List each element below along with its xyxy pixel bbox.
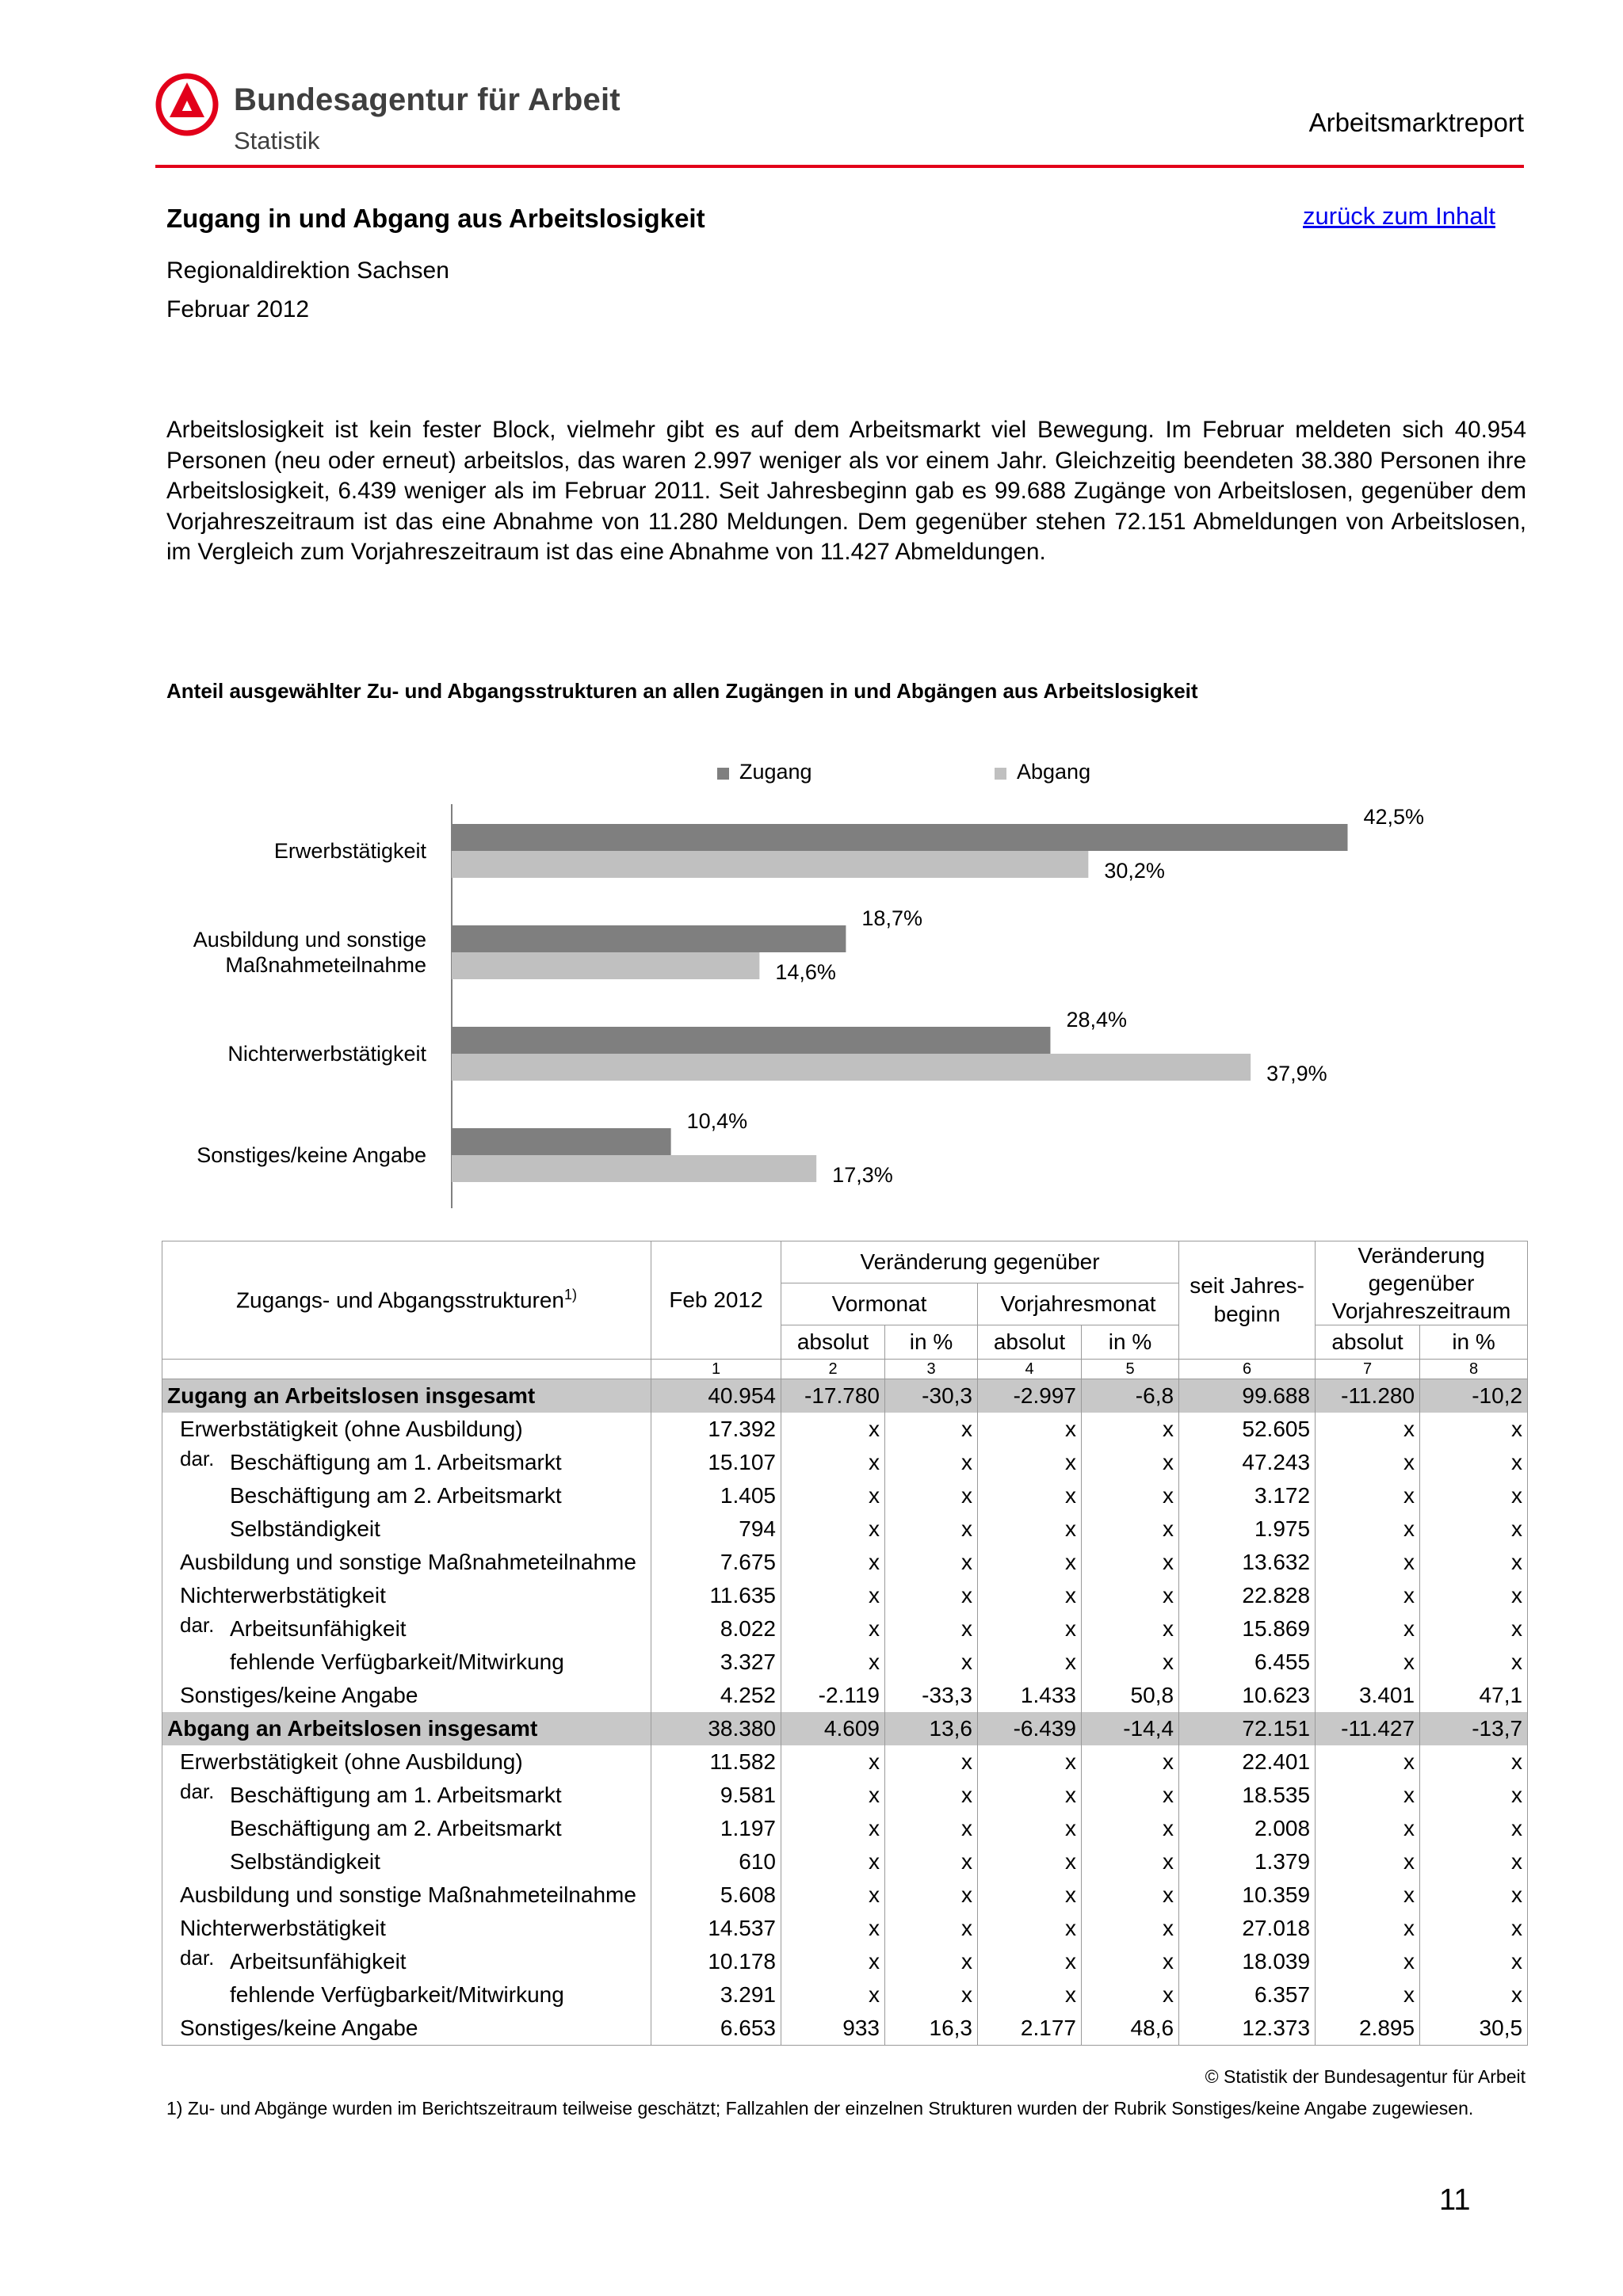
bar-abgang <box>452 1054 1251 1081</box>
table-cell: 1.405 <box>651 1479 781 1512</box>
table-cell: 13,6 <box>885 1712 978 1745</box>
table-cell: x <box>1082 1612 1179 1646</box>
org-subtitle: Statistik <box>234 127 320 154</box>
row-label <box>162 2012 651 2046</box>
table-total-row <box>162 1712 1528 1745</box>
header-change: Veränderung gegenüber <box>781 1241 1179 1283</box>
row-label <box>162 1712 651 1745</box>
table-cell: x <box>1420 1779 1528 1812</box>
table-total-row <box>162 1379 1528 1413</box>
table-cell: x <box>1316 1878 1420 1912</box>
table-cell: 22.401 <box>1179 1745 1316 1779</box>
table-cell: 8.022 <box>651 1612 781 1646</box>
table-cell: x <box>978 1745 1082 1779</box>
table-cell: x <box>978 1812 1082 1845</box>
table-cell: 38.380 <box>651 1712 781 1745</box>
table-cell: x <box>1316 1646 1420 1679</box>
bar-abgang <box>452 1155 816 1182</box>
table-cell: x <box>1420 1945 1528 1978</box>
table-cell: 1.433 <box>978 1679 1082 1712</box>
bar-zugang <box>452 824 1348 851</box>
legend-label-zugang: Zugang <box>739 760 812 784</box>
row-label-text: Erwerbstätigkeit (ohne Ausbildung) <box>180 1749 523 1774</box>
row-label-text: Beschäftigung am 1. Arbeitsmarkt <box>230 1450 562 1474</box>
table-cell: 11.582 <box>651 1745 781 1779</box>
table-row <box>162 1579 1528 1612</box>
table-cell: x <box>885 1912 978 1945</box>
header-structures: Zugangs- und Abgangsstrukturen$^{1)}$ <box>162 1241 651 1360</box>
table-cell: 99.688 <box>1179 1379 1316 1413</box>
bar-zugang <box>452 1027 1050 1054</box>
table-cell: x <box>1316 1779 1420 1812</box>
footnote: 1) Zu- und Abgänge wurden im Berichtszeitraum teilweise geschätzt; Fallzahlen der einzelnen Strukturen wurden der Rubrik Sonstiges/keine Angabe zugewiesen. <box>166 2098 1474 2119</box>
table-cell: 10.623 <box>1179 1679 1316 1712</box>
header-feb2012: Feb 2012 <box>651 1241 781 1360</box>
table-cell: x <box>885 1612 978 1646</box>
data-label-zugang: 10,4% <box>686 1109 748 1133</box>
header-inpct: in % <box>1420 1325 1528 1360</box>
table-cell: 47.243 <box>1179 1446 1316 1479</box>
header-absolut: absolut <box>1316 1325 1420 1360</box>
table-cell: x <box>978 1779 1082 1812</box>
table-cell: 15.107 <box>651 1446 781 1479</box>
table-cell: 17.392 <box>651 1413 781 1446</box>
table-cell: x <box>1420 1612 1528 1646</box>
table-cell: -11.280 <box>1316 1379 1420 1413</box>
row-label <box>162 1745 651 1779</box>
table-cell: x <box>885 1546 978 1579</box>
table-cell: x <box>1316 1945 1420 1978</box>
bar-abgang <box>452 952 759 979</box>
table-cell: 4.252 <box>651 1679 781 1712</box>
table-cell: 47,1 <box>1420 1679 1528 1712</box>
table-cell: 11.635 <box>651 1579 781 1612</box>
table-cell: x <box>1420 1878 1528 1912</box>
table-cell: x <box>781 1413 885 1446</box>
intro-paragraph: Arbeitslosigkeit ist kein fester Block, vielmehr gibt es auf dem Arbeitsmarkt viel Bewegung. Im Februar meldeten sich 40.954 Personen (neu oder erneut) arbeitslos, das waren 2.997 weniger als vor einem Jahr. Gleichzeitig beendeten 38.380 Personen ihre Arbeitslosigkeit, 6.439 weniger als im Februar 2011. Seit Jahresbeginn gab es 99.688 Zugänge von Arbeitslosen, gegenüber dem Vorjahreszeitraum ist das eine Abnahme von 11.280 Meldungen. Dem gegenüber stehen 72.151 Abmeldungen von Arbeitslosen, im Vergleich zum Vorjahreszeitraum ist das eine Abnahme von 11.427 Abmeldungen. <box>166 417 1526 565</box>
table-cell: x <box>781 1512 885 1546</box>
row-label-text: Sonstiges/keine Angabe <box>180 1683 418 1707</box>
ba-logo-icon <box>155 73 219 136</box>
header-vorjahresmonat: Vorjahresmonat <box>978 1283 1179 1325</box>
table-cell: 18.039 <box>1179 1945 1316 1978</box>
table-cell: x <box>1316 1579 1420 1612</box>
table-cell: x <box>885 1579 978 1612</box>
row-label-text: fehlende Verfügbarkeit/Mitwirkung <box>230 1982 564 2007</box>
back-to-contents-link[interactable]: zurück zum Inhalt <box>1303 202 1495 230</box>
table-row <box>162 1646 1528 1679</box>
table-cell: 18.535 <box>1179 1779 1316 1812</box>
table-cell: x <box>1082 1646 1179 1679</box>
legend-swatch-abgang <box>995 768 1006 780</box>
column-number: 1 <box>651 1360 781 1379</box>
dar-prefix: dar. <box>180 1946 215 1970</box>
row-label-text: Ausbildung und sonstige Maßnahmeteilnahme <box>180 1882 636 1907</box>
report-name: Arbeitsmarktreport <box>1308 108 1524 137</box>
row-label <box>162 1379 651 1413</box>
row-label-text: Selbständigkeit <box>230 1849 380 1874</box>
data-label-abgang: 30,2% <box>1104 859 1165 883</box>
table-row <box>162 1812 1528 1845</box>
row-label-text: Zugang an Arbeitslosen insgesamt <box>167 1383 536 1408</box>
row-label-text: Beschäftigung am 2. Arbeitsmarkt <box>230 1483 562 1508</box>
table-cell: 27.018 <box>1179 1912 1316 1945</box>
table-row <box>162 1546 1528 1579</box>
region-label: Regionaldirektion Sachsen <box>166 257 449 284</box>
column-number: 6 <box>1179 1360 1316 1379</box>
row-label <box>162 1812 651 1845</box>
table-cell: -14,4 <box>1082 1712 1179 1745</box>
table-row <box>162 1779 1528 1812</box>
category-label: Maßnahmeteilnahme <box>225 953 426 977</box>
row-label <box>162 1546 651 1579</box>
column-number: 3 <box>885 1360 978 1379</box>
page-number: 11 <box>1439 2183 1471 2217</box>
table-cell: x <box>885 1845 978 1878</box>
row-label <box>162 1679 651 1712</box>
table-cell: 6.653 <box>651 2012 781 2046</box>
chart-title: Anteil ausgewählter Zu- und Abgangsstrukturen an allen Zugängen in und Abgängen aus Arbeitslosigkeit <box>166 679 1198 703</box>
row-label <box>162 1446 651 1479</box>
column-number: 7 <box>1316 1360 1420 1379</box>
table-cell: x <box>1082 1546 1179 1579</box>
table-row <box>162 1945 1528 1978</box>
table-cell: x <box>781 1745 885 1779</box>
table-cell: x <box>885 1945 978 1978</box>
column-number: 8 <box>1420 1360 1528 1379</box>
row-label <box>162 1612 651 1646</box>
data-label-abgang: 14,6% <box>775 960 836 984</box>
row-label-text: Beschäftigung am 1. Arbeitsmarkt <box>230 1783 562 1807</box>
table-cell: x <box>978 1512 1082 1546</box>
table-row <box>162 2012 1528 2046</box>
table-cell: x <box>978 1945 1082 1978</box>
table-cell: x <box>781 1978 885 2012</box>
table-row <box>162 1446 1528 1479</box>
table-cell: x <box>781 1912 885 1945</box>
table-cell: x <box>1316 1912 1420 1945</box>
table-cell: x <box>1420 1912 1528 1945</box>
table-cell: x <box>885 1512 978 1546</box>
table-row <box>162 1745 1528 1779</box>
table-cell: -2.119 <box>781 1679 885 1712</box>
data-label-zugang: 18,7% <box>861 906 922 930</box>
header-inpct: in % <box>885 1325 978 1360</box>
table-cell: x <box>978 1413 1082 1446</box>
dar-prefix: dar. <box>180 1613 215 1637</box>
header-divider <box>155 165 1524 168</box>
table-row <box>162 1413 1528 1446</box>
table-cell: x <box>978 1845 1082 1878</box>
table-row <box>162 1845 1528 1878</box>
table-cell: x <box>1082 1945 1179 1978</box>
table-cell: 10.359 <box>1179 1878 1316 1912</box>
table-cell: 40.954 <box>651 1379 781 1413</box>
table-cell: x <box>781 1779 885 1812</box>
header-vormonat: Vormonat <box>781 1283 978 1325</box>
bar-zugang <box>452 925 846 952</box>
table-cell: x <box>1316 1612 1420 1646</box>
table-cell: 15.869 <box>1179 1612 1316 1646</box>
category-label: Nichterwerbstätigkeit <box>227 1042 426 1066</box>
table-cell: x <box>1316 1446 1420 1479</box>
table-cell: -6,8 <box>1082 1379 1179 1413</box>
table-cell: x <box>1316 1812 1420 1845</box>
row-label-text: Arbeitsunfähigkeit <box>230 1616 407 1641</box>
table-cell: -30,3 <box>885 1379 978 1413</box>
table-cell: x <box>1316 1479 1420 1512</box>
row-label <box>162 1579 651 1612</box>
table-cell: -11.427 <box>1316 1712 1420 1745</box>
page-title: Zugang in und Abgang aus Arbeitslosigkeit <box>166 204 705 233</box>
header-change-prev-period: Veränderung gegenüber Vorjahreszeitraum <box>1316 1241 1528 1325</box>
column-number: 2 <box>781 1360 885 1379</box>
row-label-text: Sonstiges/keine Angabe <box>180 2016 418 2040</box>
table-cell: x <box>1420 1479 1528 1512</box>
bar-zugang <box>452 1128 671 1155</box>
row-label <box>162 1878 651 1912</box>
table-cell: 3.327 <box>651 1646 781 1679</box>
table-cell: x <box>885 1745 978 1779</box>
table-cell: x <box>781 1878 885 1912</box>
table-cell: -17.780 <box>781 1379 885 1413</box>
table-cell: 2.177 <box>978 2012 1082 2046</box>
column-number: 5 <box>1082 1360 1179 1379</box>
table-cell: x <box>1420 1446 1528 1479</box>
table-cell: x <box>885 1646 978 1679</box>
org-name: Bundesagentur für Arbeit <box>234 82 621 117</box>
table-cell: x <box>781 1646 885 1679</box>
table-cell: 52.605 <box>1179 1413 1316 1446</box>
row-label <box>162 1912 651 1945</box>
table-cell: -6.439 <box>978 1712 1082 1745</box>
table-cell: 1.975 <box>1179 1512 1316 1546</box>
table-cell: x <box>1316 1546 1420 1579</box>
table-cell: x <box>1420 1745 1528 1779</box>
table-cell: -10,2 <box>1420 1379 1528 1413</box>
table-cell: 30,5 <box>1420 2012 1528 2046</box>
row-label-text: Nichterwerbstätigkeit <box>180 1583 386 1608</box>
table-cell: 2.008 <box>1179 1812 1316 1845</box>
table-cell: x <box>978 1479 1082 1512</box>
row-label-text: Selbständigkeit <box>230 1516 380 1541</box>
table-cell: x <box>1316 1978 1420 2012</box>
table-cell: 1.379 <box>1179 1845 1316 1878</box>
row-label-text: Abgang an Arbeitslosen insgesamt <box>167 1716 538 1741</box>
table-cell: 5.608 <box>651 1878 781 1912</box>
table-cell: x <box>781 1945 885 1978</box>
table-cell: 10.178 <box>651 1945 781 1978</box>
table-row <box>162 1479 1528 1512</box>
table-row <box>162 1679 1528 1712</box>
column-number-blank <box>162 1360 651 1379</box>
table-row <box>162 1878 1528 1912</box>
table-cell: -13,7 <box>1420 1712 1528 1745</box>
table-cell: 610 <box>651 1845 781 1878</box>
category-label: Erwerbstätigkeit <box>273 839 426 863</box>
table-cell: x <box>978 1446 1082 1479</box>
table-cell: 933 <box>781 2012 885 2046</box>
table-cell: x <box>1420 1579 1528 1612</box>
table-cell: x <box>978 1646 1082 1679</box>
table-cell: x <box>885 1446 978 1479</box>
row-label-text: fehlende Verfügbarkeit/Mitwirkung <box>230 1650 564 1674</box>
table-cell: x <box>1082 1479 1179 1512</box>
row-label-text: Beschäftigung am 2. Arbeitsmarkt <box>230 1816 562 1840</box>
table-cell: 6.357 <box>1179 1978 1316 2012</box>
copyright: © Statistik der Bundesagentur für Arbeit <box>1205 2066 1526 2087</box>
table-cell: 72.151 <box>1179 1712 1316 1745</box>
table-cell: x <box>781 1479 885 1512</box>
category-label: Sonstiges/keine Angabe <box>197 1143 426 1167</box>
row-label-text: Erwerbstätigkeit (ohne Ausbildung) <box>180 1417 523 1441</box>
table-cell: x <box>885 1978 978 2012</box>
date-label: Februar 2012 <box>166 296 310 322</box>
table-row <box>162 1612 1528 1646</box>
table-cell: x <box>978 1612 1082 1646</box>
table-cell: x <box>1420 1512 1528 1546</box>
header-absolut: absolut <box>978 1325 1082 1360</box>
table-cell: x <box>1316 1512 1420 1546</box>
header-since-year: seit Jahres- beginn <box>1179 1241 1316 1360</box>
table-cell: x <box>978 1546 1082 1579</box>
table-cell: x <box>781 1812 885 1845</box>
table-cell: 13.632 <box>1179 1546 1316 1579</box>
table-cell: x <box>978 1912 1082 1945</box>
table-cell: x <box>978 1579 1082 1612</box>
table-cell: x <box>781 1612 885 1646</box>
table-cell: x <box>1082 1978 1179 2012</box>
row-label <box>162 1413 651 1446</box>
table-cell: x <box>1420 1413 1528 1446</box>
data-label-zugang: 42,5% <box>1363 805 1425 829</box>
table-cell: x <box>885 1413 978 1446</box>
table-cell: x <box>1082 1745 1179 1779</box>
table-cell: x <box>978 1978 1082 2012</box>
table-cell: x <box>1082 1812 1179 1845</box>
table-cell: x <box>1316 1845 1420 1878</box>
table-cell: 3.172 <box>1179 1479 1316 1512</box>
table-cell: x <box>1420 1845 1528 1878</box>
table-cell: -33,3 <box>885 1679 978 1712</box>
table-cell: 6.455 <box>1179 1646 1316 1679</box>
row-label <box>162 1646 651 1679</box>
table-cell: x <box>1082 1579 1179 1612</box>
table-cell: x <box>885 1479 978 1512</box>
table-cell: 1.197 <box>651 1812 781 1845</box>
flows-table <box>162 1241 1528 2046</box>
row-label <box>162 1845 651 1878</box>
table-cell: x <box>1420 1646 1528 1679</box>
table-cell: -2.997 <box>978 1379 1082 1413</box>
row-label <box>162 1945 651 1978</box>
table-cell: 3.291 <box>651 1978 781 2012</box>
table-cell: 14.537 <box>651 1912 781 1945</box>
table-cell: x <box>1082 1845 1179 1878</box>
table-cell: x <box>1082 1413 1179 1446</box>
table-cell: x <box>978 1878 1082 1912</box>
table-cell: 4.609 <box>781 1712 885 1745</box>
table-cell: 12.373 <box>1179 2012 1316 2046</box>
table-cell: x <box>781 1446 885 1479</box>
row-label-text: Arbeitsunfähigkeit <box>230 1949 407 1974</box>
row-label <box>162 1779 651 1812</box>
table-cell: 794 <box>651 1512 781 1546</box>
row-label <box>162 1978 651 2012</box>
legend-label-abgang: Abgang <box>1017 760 1091 784</box>
column-number: 4 <box>978 1360 1082 1379</box>
bar-abgang <box>452 851 1088 878</box>
data-label-abgang: 37,9% <box>1266 1062 1327 1085</box>
row-label <box>162 1512 651 1546</box>
table-cell: x <box>781 1546 885 1579</box>
table-cell: x <box>1082 1446 1179 1479</box>
data-label-abgang: 17,3% <box>832 1163 893 1187</box>
table-cell: x <box>885 1878 978 1912</box>
table-cell: x <box>1082 1779 1179 1812</box>
row-label-text: Ausbildung und sonstige Maßnahmeteilnahme <box>180 1550 636 1574</box>
table-row <box>162 1912 1528 1945</box>
table-cell: x <box>781 1845 885 1878</box>
table-cell: 16,3 <box>885 2012 978 2046</box>
table-cell: x <box>781 1579 885 1612</box>
row-label <box>162 1479 651 1512</box>
table-cell: x <box>1316 1413 1420 1446</box>
table-cell: x <box>1082 1512 1179 1546</box>
bar-chart <box>158 745 1425 1212</box>
table-row <box>162 1512 1528 1546</box>
row-label-text: Nichterwerbstätigkeit <box>180 1916 386 1940</box>
table-cell: 3.401 <box>1316 1679 1420 1712</box>
table-cell: x <box>1316 1745 1420 1779</box>
data-label-zugang: 28,4% <box>1066 1008 1128 1032</box>
table-cell: x <box>1420 1812 1528 1845</box>
table-cell: x <box>1082 1878 1179 1912</box>
category-label: Ausbildung und sonstige <box>193 928 426 952</box>
dar-prefix: dar. <box>180 1447 215 1470</box>
table-cell: 7.675 <box>651 1546 781 1579</box>
table-cell: 50,8 <box>1082 1679 1179 1712</box>
header-inpct: in % <box>1082 1325 1179 1360</box>
table-cell: x <box>1082 1912 1179 1945</box>
table-cell: 22.828 <box>1179 1579 1316 1612</box>
table-cell: x <box>1420 1546 1528 1579</box>
table-cell: 9.581 <box>651 1779 781 1812</box>
header-absolut: absolut <box>781 1325 885 1360</box>
table-cell: 2.895 <box>1316 2012 1420 2046</box>
table-cell: x <box>885 1779 978 1812</box>
table-cell: 48,6 <box>1082 2012 1179 2046</box>
table-cell: x <box>885 1812 978 1845</box>
table-row <box>162 1978 1528 2012</box>
table-cell: x <box>1420 1978 1528 2012</box>
legend-swatch-zugang <box>717 768 729 780</box>
dar-prefix: dar. <box>180 1779 215 1803</box>
